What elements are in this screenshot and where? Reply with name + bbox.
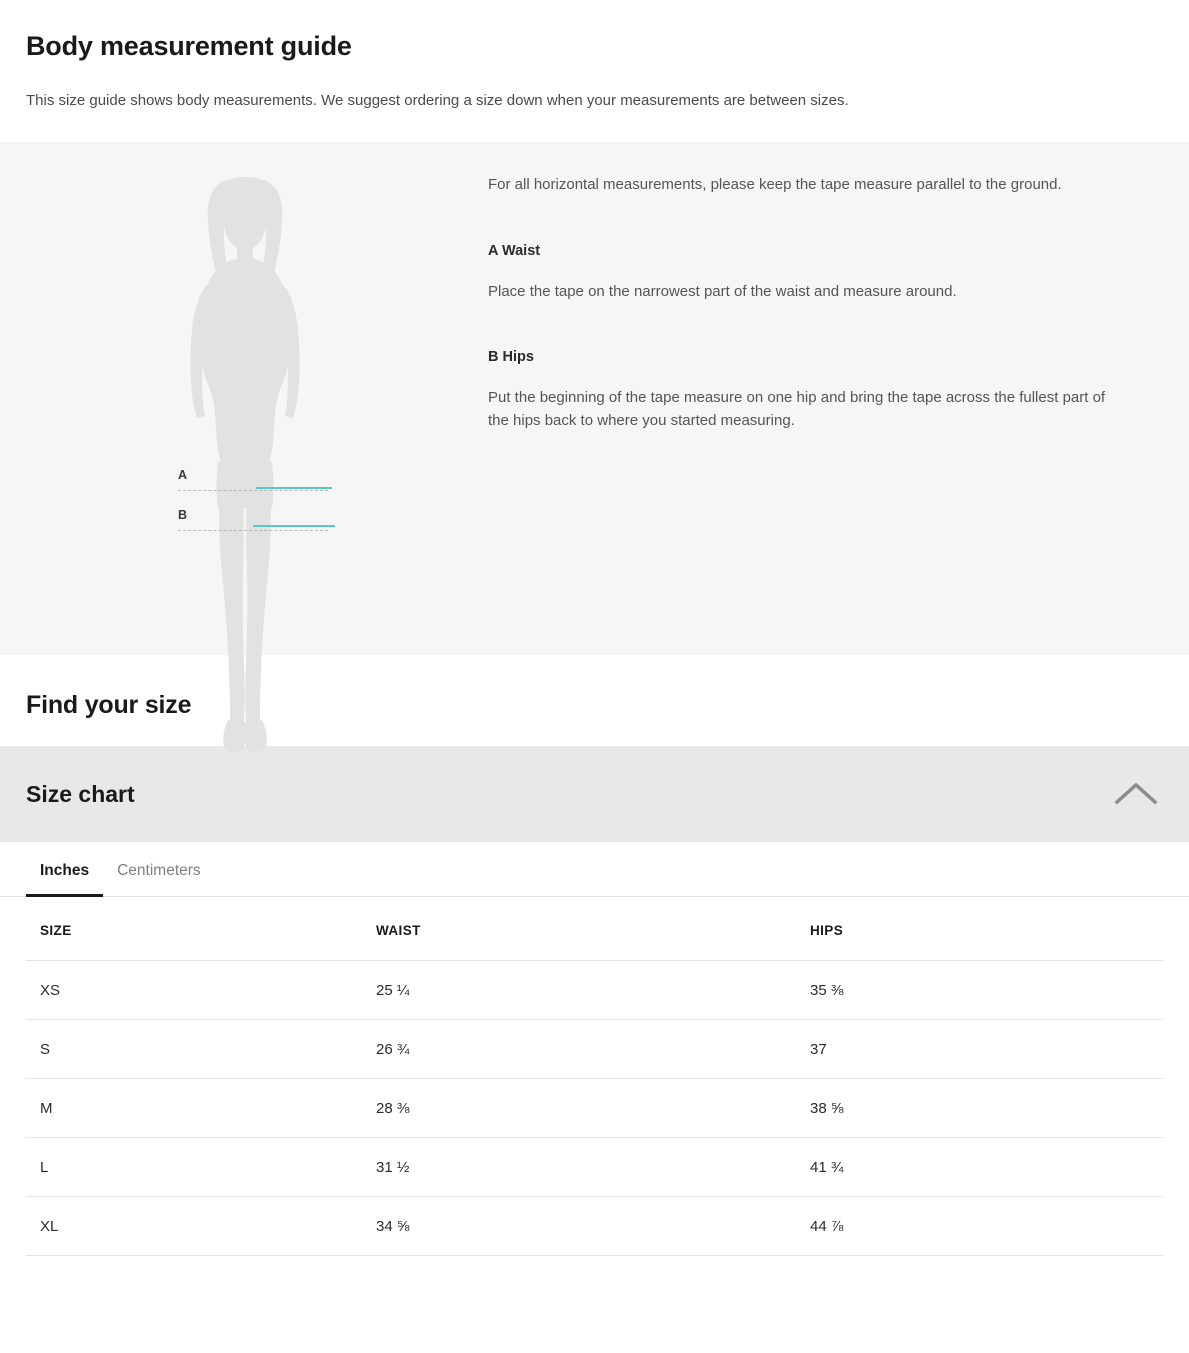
measurement-instructions xyxy=(488,142,1148,432)
measurement-waist xyxy=(488,243,1108,304)
body-figure xyxy=(0,142,488,655)
column-header-size: SIZE xyxy=(26,897,376,961)
measurement-hips xyxy=(488,349,1108,432)
cell-size: S xyxy=(26,1020,376,1079)
hips-tape-line xyxy=(253,525,335,527)
leader-line-a xyxy=(178,490,328,491)
cell-waist: 28 ⅜ xyxy=(376,1079,810,1138)
cell-waist: 34 ⅝ xyxy=(376,1197,810,1256)
table-row xyxy=(26,1020,1163,1079)
size-table-wrapper xyxy=(0,897,1189,1256)
chevron-up-icon[interactable] xyxy=(1113,780,1159,808)
table-row xyxy=(26,1138,1163,1197)
measurement-hips-text: Put the beginning of the tape measure on one hip and bring the tape across the fullest part of the hips back to where you started measuring. xyxy=(488,389,1106,429)
cell-hips: 41 ¾ xyxy=(810,1138,1163,1197)
find-your-size-heading: Find your size xyxy=(26,691,192,720)
cell-hips: 38 ⅝ xyxy=(810,1079,1163,1138)
measurement-panel xyxy=(0,142,1189,655)
tab-centimeters[interactable]: Centimeters xyxy=(117,862,201,880)
leader-line-b xyxy=(178,530,328,531)
page-intro xyxy=(0,30,1189,112)
table-row xyxy=(26,961,1163,1020)
figure-label-b: B xyxy=(178,508,188,523)
size-chart-title: Size chart xyxy=(26,780,135,807)
tab-inches[interactable]: Inches xyxy=(26,842,103,897)
table-header-row xyxy=(26,897,1163,961)
cell-hips: 35 ⅜ xyxy=(810,961,1163,1020)
waist-tape-line xyxy=(256,487,332,489)
measurement-waist-text: Place the tape on the narrowest part of the waist and measure around. xyxy=(488,282,957,300)
page-subtitle: This size guide shows body measurements. We suggest ordering a size down when your measurements are between sizes. xyxy=(26,92,849,110)
cell-hips: 44 ⅞ xyxy=(810,1197,1163,1256)
size-chart-table xyxy=(26,897,1163,1256)
table-row xyxy=(26,1079,1163,1138)
figure-label-a: A xyxy=(178,468,188,483)
measurement-lead-text: For all horizontal measurements, please keep the tape measure parallel to the ground. xyxy=(488,176,1062,194)
measurement-hips-title: B Hips xyxy=(488,349,534,366)
female-body-illustration xyxy=(150,172,340,762)
cell-waist: 25 ¼ xyxy=(376,961,810,1020)
unit-tabs xyxy=(0,842,1189,897)
measurement-waist-title: A Waist xyxy=(488,242,541,259)
page-title: Body measurement guide xyxy=(26,31,352,61)
cell-waist: 26 ¾ xyxy=(376,1020,810,1079)
cell-size: XL xyxy=(26,1197,376,1256)
cell-size: L xyxy=(26,1138,376,1197)
cell-hips: 37 xyxy=(810,1020,1163,1079)
cell-size: M xyxy=(26,1079,376,1138)
column-header-hips: HIPS xyxy=(810,897,1163,961)
column-header-waist: WAIST xyxy=(376,897,810,961)
cell-size: XS xyxy=(26,961,376,1020)
table-row xyxy=(26,1197,1163,1256)
cell-waist: 31 ½ xyxy=(376,1138,810,1197)
